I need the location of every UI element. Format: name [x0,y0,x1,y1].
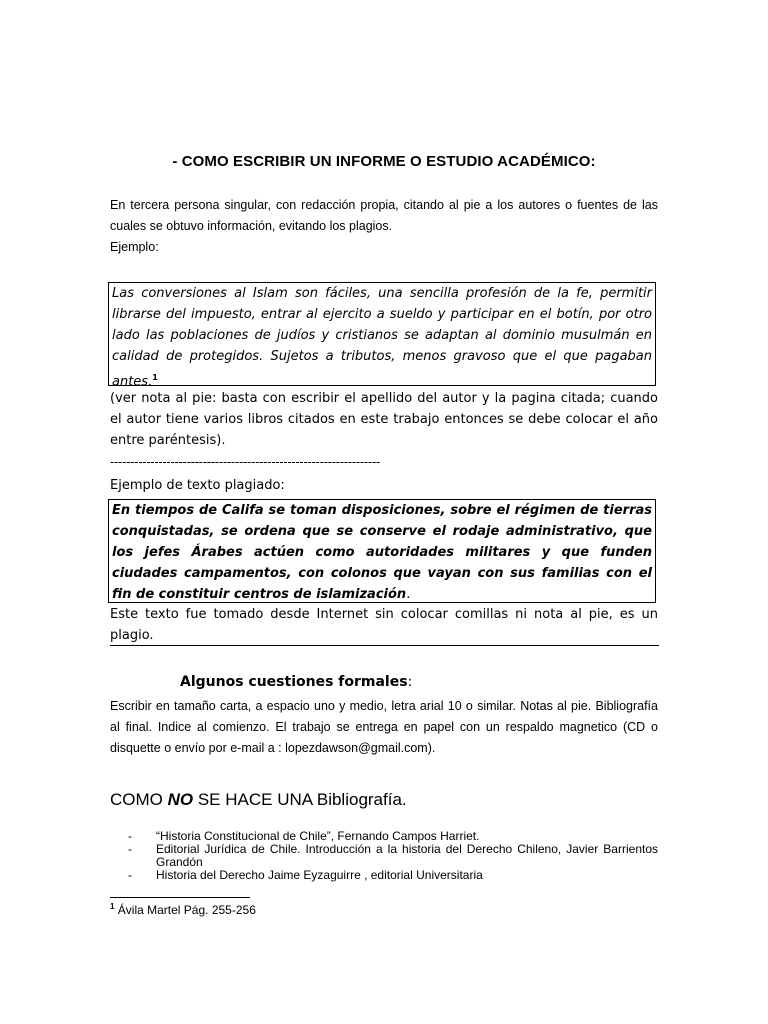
bibliography-item [128,843,658,869]
page-title: - COMO ESCRIBIR UN INFORME O ESTUDIO ACADÉMICO: [172,153,596,170]
footnote-mark: 1 [110,902,115,911]
quote-plagiarized-text: En tiempos de Califa se toman disposiciones, sobre el régimen de tierras conquistadas, se ordena que se conserve el rodaje administrativo, que los jefes Árabes actúen como autoridades militares y que funden ciudades campamentos, con colonos que vayan con sus familias con el fin de constituir centros de islamización [112,503,652,602]
quote-box-plagiarized [108,499,656,603]
citation-note: (ver nota al pie: basta con escribir el apellido del autor y la pagina citada; cuando el autor tiene varios libros citados en este trabajo entonces se debe colocar el año entre paréntesis). [110,391,658,448]
footnote-reference[interactable]: 1 [152,373,158,382]
bibliography-item-text: Historia del Derecho Jaime Eyzaguirre , editorial Universitaria [156,868,483,882]
bibliography-item-text: Editorial Jurídica de Chile. Introducción a la historia del Derecho Chileno, Javier Barrientos Grandón [156,842,658,869]
bibliography-title-post: SE HACE UNA Bibliografía. [193,790,407,809]
bibliography-title-emphasis: NO [167,790,194,809]
formal-heading-colon: : [407,674,413,690]
section-divider [110,645,659,646]
bibliography-title [110,790,407,810]
quote-cited-text: Las conversiones al Islam son fáciles, una sencilla profesión de la fe, permitir librarse del impuesto, entrar al ejercito a sueldo y participar en el botín, por otro lado las poblaciones de judíos y cristianos se adaptan al dominio musulmán en calidad de protegidos. Sujetos a tributos, menos gravoso que el que pagaban antes. [112,286,652,390]
intro-text: En tercera persona singular, con redacción propia, citando al pie a los autores o fuentes de las cuales se obtuvo información, evitando los plagios. [110,198,658,233]
separator-line: ------------------------------------------------------------------- [110,455,381,469]
list-bullet: - [128,868,132,882]
bibliography-list [128,830,658,882]
bibliography-title-pre: COMO [110,790,168,809]
example-label: Ejemplo: [110,240,159,254]
formal-heading-text: Algunos cuestiones formales [180,674,408,690]
list-bullet: - [128,829,132,843]
bibliography-item [128,869,658,882]
quote-box-cited [108,282,656,390]
footnote [110,902,256,917]
plagiarized-label: Ejemplo de texto plagiado: [110,478,285,493]
list-bullet: - [128,842,132,856]
formal-paragraph: Escribir en tamaño carta, a espacio uno y medio, letra arial 10 o similar. Notas al pie. Bibliografía al final. Indice al comienzo. El trabajo se entrega en papel con un respaldo magnetico (CD o disquette o envío por e-mail a : lopezdawson@gmail.com). [110,699,658,755]
plagiarism-note: Este texto fue tomado desde Internet sin colocar comillas ni nota al pie, es un plagio. [110,607,658,643]
intro-paragraph [110,195,658,237]
footnote-text: Ávila Martel Pág. 255-256 [114,903,256,917]
formal-heading [180,674,412,690]
bibliography-item-text: “Historia Constitucional de Chile”, Fernando Campos Harriet. [156,829,480,843]
footnote-separator [110,897,250,898]
quote-plagiarized-period: . [406,587,411,602]
